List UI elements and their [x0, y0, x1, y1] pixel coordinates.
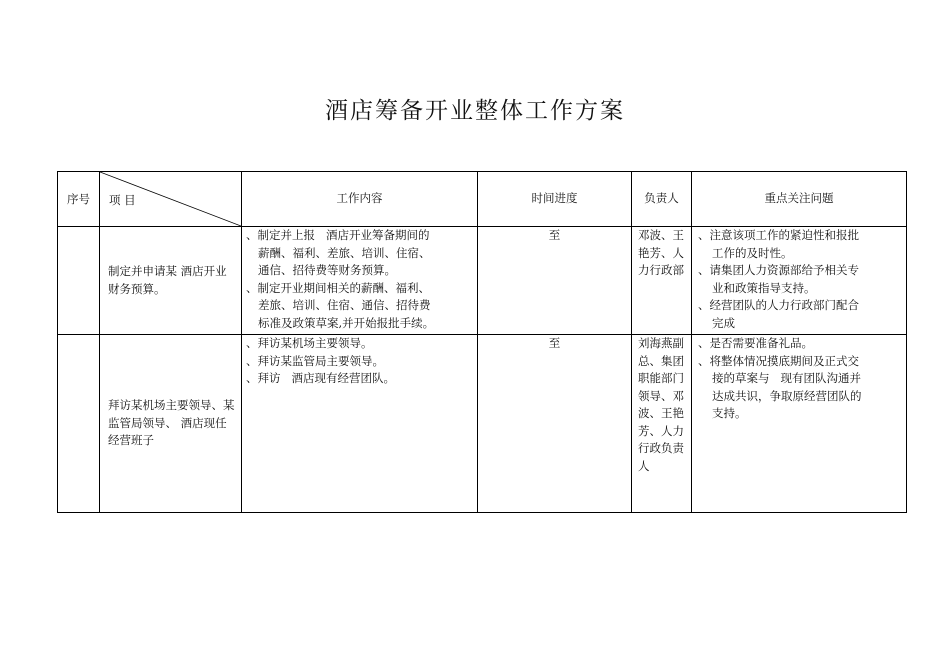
cell-owner: 邓波、王艳芳、人力行政部: [632, 227, 692, 335]
work-plan-table: [57, 171, 907, 513]
header-progress: 时间进度: [478, 172, 632, 227]
content-line: 、拜访 酒店现有经营团队。: [246, 371, 395, 385]
header-focus: 重点关注问题: [692, 172, 907, 227]
table-header-row: [58, 172, 907, 227]
cell-progress: 至: [478, 227, 632, 335]
content-line: 、制定并上报 酒店开业筹备期间的: [246, 228, 430, 242]
cell-content: [242, 227, 478, 335]
cell-content: [242, 335, 478, 513]
content-line: 、拜访某监管局主要领导。: [246, 353, 384, 368]
focus-line: 、将整体情况摸底期间及正式交: [698, 353, 859, 368]
focus-line: 业和政策指导支持。: [712, 280, 816, 295]
content-line: 通信、招待费等财务预算。: [258, 263, 396, 277]
focus-line: 工作的及时性。: [712, 245, 793, 260]
focus-line: 完成: [712, 315, 735, 330]
content-line: 、拜访某机场主要领导。: [246, 336, 373, 350]
cell-progress: 至: [478, 335, 632, 513]
document-title: 酒店筹备开业整体工作方案: [325, 98, 625, 124]
cell-project: 制定并申请某 酒店开业财务预算。: [100, 227, 242, 335]
header-content: 工作内容: [242, 172, 478, 227]
focus-line: 支持。: [712, 406, 747, 420]
content-line: 、制定开业期间相关的薪酬、福利、: [246, 280, 430, 295]
header-seq: 序号: [58, 172, 100, 227]
table-row: [58, 335, 907, 513]
focus-line: 、是否需要准备礼品。: [698, 336, 813, 350]
content-line: 标准及政策草案,并开始报批手续。: [258, 315, 435, 330]
focus-line: 、注意该项工作的紧迫性和报批: [698, 228, 859, 242]
cell-focus: [692, 335, 907, 513]
header-owner: 负责人: [632, 172, 692, 227]
cell-seq: [58, 227, 100, 335]
cell-focus: [692, 227, 907, 335]
focus-line: 、请集团人力资源部给予相关专: [698, 263, 859, 277]
cell-seq: [58, 335, 100, 513]
header-project-label: 项 目: [109, 193, 136, 207]
content-line: 差旅、培训、住宿、通信、招待费: [258, 298, 431, 312]
focus-line: 达成共识，争取原经营团队的: [712, 388, 862, 403]
cell-project: 拜访某机场主要领导、某监管局领导、 酒店现任经营班子: [100, 335, 242, 513]
table-row: [58, 227, 907, 335]
header-project: [100, 172, 242, 227]
focus-line: 、经营团队的人力行政部门配合: [698, 298, 859, 312]
focus-line: 接的草案与 现有团队沟通并: [712, 371, 861, 385]
content-line: 薪酬、福利、差旅、培训、住宿、: [258, 245, 431, 260]
cell-owner: 刘海燕副总、集团职能部门领导、邓波、王艳芳、人力行政负责人: [632, 335, 692, 513]
